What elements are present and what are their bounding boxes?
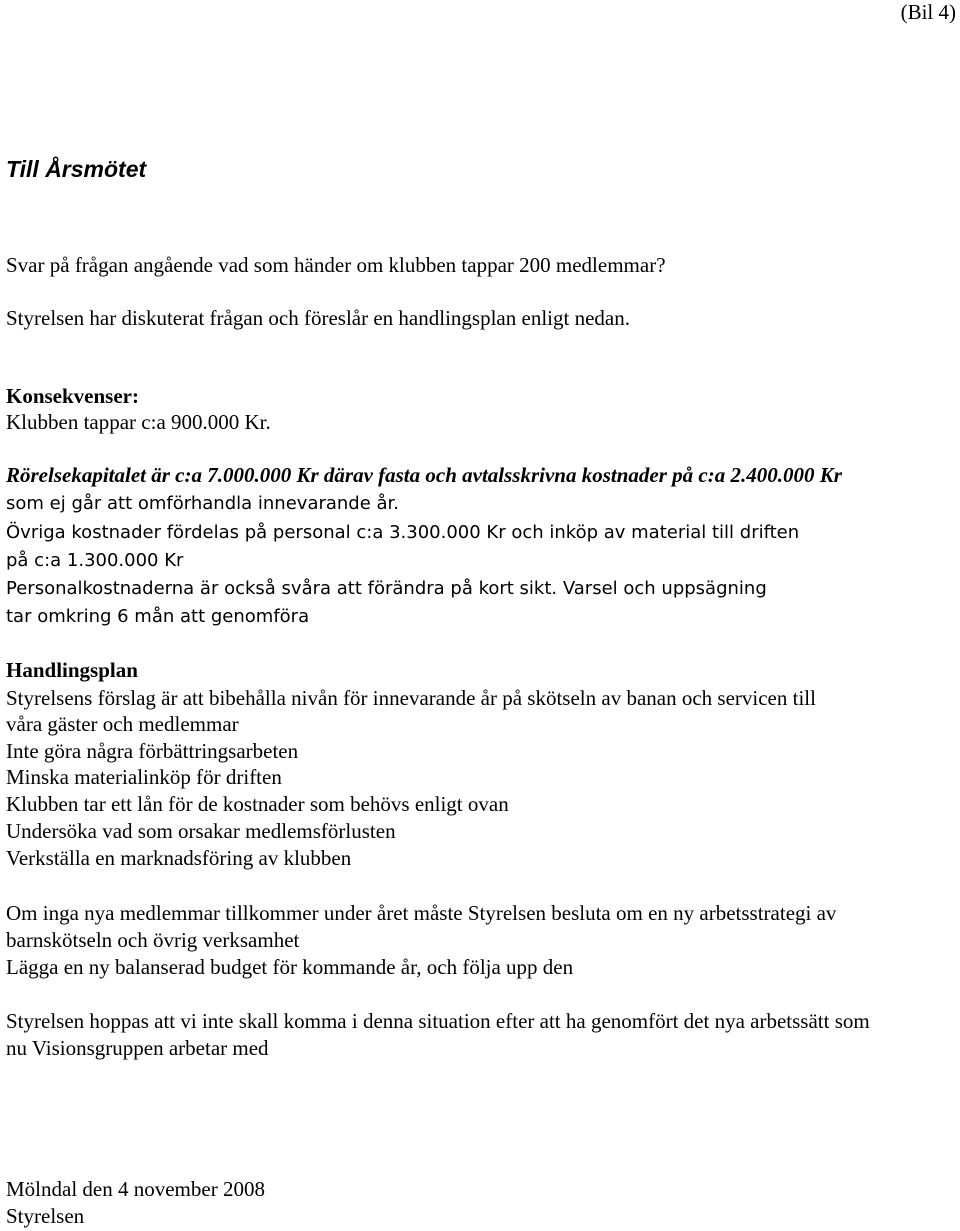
contingency-line: Lägga en ny balanserad budget för kommande år, och följa upp den [6,955,574,979]
action-plan-item: Klubben tar ett lån för de kostnader som behövs enligt ovan [6,792,509,816]
closing-line: Styrelsen hoppas att vi inte skall komma i denna situation efter att ha genomfört det nya arbetssätt som [6,1009,870,1033]
action-plan-item: Minska materialinköp för driften [6,765,282,789]
consequences-line: Övriga kostnader fördelas på personal c:a 3.300.000 Kr och inköp av material till driften [6,522,800,543]
action-plan-heading: Handlingsplan [6,658,138,682]
intro-board-statement: Styrelsen har diskuterat frågan och föreslår en handlingsplan enligt nedan. [6,306,630,330]
consequences-line: på c:a 1.300.000 Kr [6,550,184,571]
closing-line: nu Visionsgruppen arbetar med [6,1036,269,1060]
signature-signatory: Styrelsen [6,1204,85,1228]
consequences-working-capital: Rörelsekapitalet är c:a 7.000.000 Kr därav fasta och avtalsskrivna kostnader på c:a 2.400.000 Kr [6,463,842,487]
contingency-line: Om inga nya medlemmar tillkommer under året måste Styrelsen besluta om en ny arbetsstrategi av [6,901,837,925]
intro-question: Svar på frågan angående vad som händer om klubben tappar 200 medlemmar? [6,253,666,277]
action-plan-item: Verkställa en marknadsföring av klubben [6,846,352,870]
action-plan-item: Inte göra några förbättringsarbeten [6,739,299,763]
action-plan-item: Undersöka vad som orsakar medlemsförlusten [6,819,396,843]
consequences-line: Personalkostnaderna är också svåra att förändra på kort sikt. Varsel och uppsägning [6,578,767,599]
consequences-line: tar omkring 6 mån att genomföra [6,606,310,627]
action-plan-item: våra gäster och medlemmar [6,712,239,736]
action-plan-item: Styrelsens förslag är att bibehålla nivån för innevarande år på skötseln av banan och servicen till [6,686,816,710]
consequences-line: som ej går att omförhandla innevarande år. [6,493,400,514]
attachment-label: (Bil 4) [900,0,956,24]
contingency-line: barnskötseln och övrig verksamhet [6,928,300,952]
consequences-heading: Konsekvenser: [6,384,139,408]
document-title: Till Årsmötet [6,156,147,182]
signature-place-date: Mölndal den 4 november 2008 [6,1177,265,1201]
consequences-loss: Klubben tappar c:a 900.000 Kr. [6,410,271,434]
